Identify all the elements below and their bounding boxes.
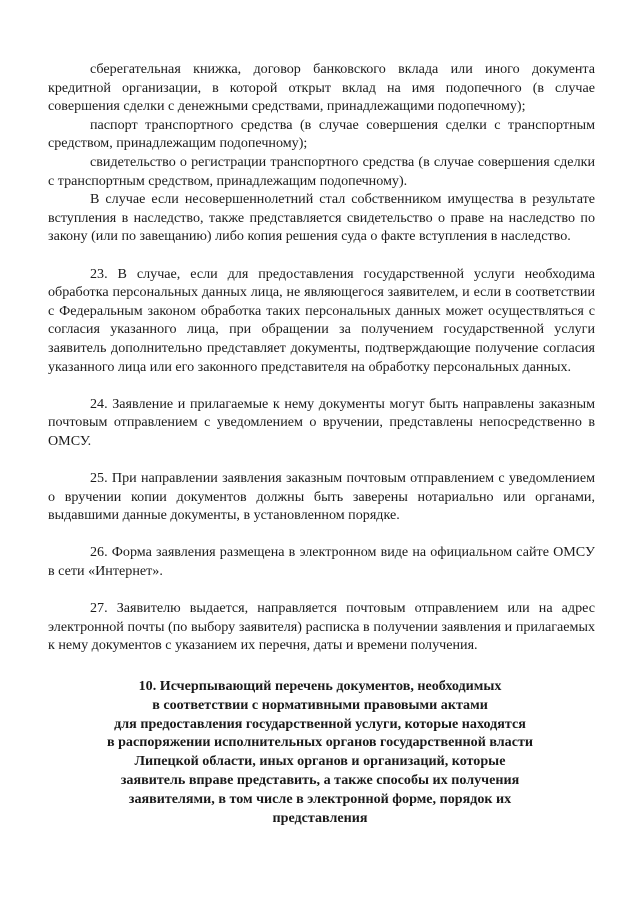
- heading-line: заявителями, в том числе в электронной форме, порядок их: [128, 790, 512, 807]
- heading-line: Липецкой области, иных органов и организаций, которые: [134, 753, 506, 770]
- paragraph-spacer: [48, 376, 595, 395]
- paragraph-text: 25. При направлении заявления заказным почтовым отправлением с уведомлением о вручении копии документов должны быть заверены нотариально или органами, выдавшими данные документы, в установленном порядке.: [48, 470, 595, 524]
- paragraph-spacer: [48, 525, 595, 544]
- paragraph-vehicle-passport: [48, 116, 595, 153]
- paragraph-text: 26. Форма заявления размещена в электронном виде на официальном сайте ОМСУ в сети «Интернет».: [48, 544, 595, 580]
- paragraph-text: 27. Заявителю выдается, направляется почтовым отправлением или на адрес электронной почты (по выбору заявителя) расписка в получении заявления и прилагаемых к нему документов с указанием их перечня, даты и времени получения.: [48, 600, 595, 654]
- paragraph-text: паспорт транспортного средства (в случае совершения сделки с транспортным средством, принадлежащим подопечному);: [48, 116, 595, 152]
- heading-line: 10. Исчерпывающий перечень документов, необходимых: [138, 678, 502, 694]
- paragraph-spacer: [48, 246, 595, 265]
- paragraph-text: сберегательная книжка, договор банковского вклада или иного документа кредитной организации, в которой открыт вклад на имя подопечного (в случае совершения сделки с денежными средствами, принадлежащими подопечному);: [48, 61, 595, 115]
- paragraph-spacer: [48, 450, 595, 469]
- paragraph-23: [48, 265, 595, 377]
- document-body: [48, 60, 595, 655]
- paragraph-24: [48, 395, 595, 451]
- paragraph-text: В случае если несовершеннолетний стал собственником имущества в результате вступления в наследство, также представляется свидетельство о праве на наследство по закону (или по завещанию) либо копия решения суда о факте вступления в наследство.: [48, 191, 595, 245]
- heading-line: заявитель вправе представить, а также способы их получения: [120, 771, 520, 788]
- heading-line: в соответствии с нормативными правовыми актами: [152, 696, 488, 713]
- paragraph-26: [48, 543, 595, 580]
- paragraph-text: 24. Заявление и прилагаемые к нему документы могут быть направлены заказным почтовым отправлением с уведомлением о вручении, представлены непосредственно в ОМСУ.: [48, 395, 595, 449]
- paragraph-spacer: [48, 581, 595, 600]
- paragraph-inheritance: [48, 190, 595, 246]
- paragraph-text: 23. В случае, если для предоставления государственной услуги необходима обработка персональных данных лица, не являющегося заявителем, и если в соответствии с Федеральным законом обработка таких персональных данных может осуществляться с согласия указанного лица, при обращении за получением государственной услуги заявитель дополнительно представляет документы, подтверждающие получение согласия указанного лица или его законного представителя на обработку персональных данных.: [48, 265, 595, 375]
- paragraph-text: свидетельство о регистрации транспортного средства (в случае совершения сделки с транспортным средством, принадлежащим подопечному).: [48, 153, 595, 189]
- paragraph-vehicle-registration: [48, 153, 595, 190]
- paragraph-25: [48, 469, 595, 525]
- paragraph-27: [48, 599, 595, 655]
- heading-line: для предоставления государственной услуги, которые находятся: [114, 715, 526, 732]
- heading-line: в распоряжении исполнительных органов государственной власти: [106, 734, 534, 751]
- paragraph-savings-book: [48, 60, 595, 116]
- heading-line: представления: [272, 809, 368, 826]
- section-heading: [92, 677, 548, 827]
